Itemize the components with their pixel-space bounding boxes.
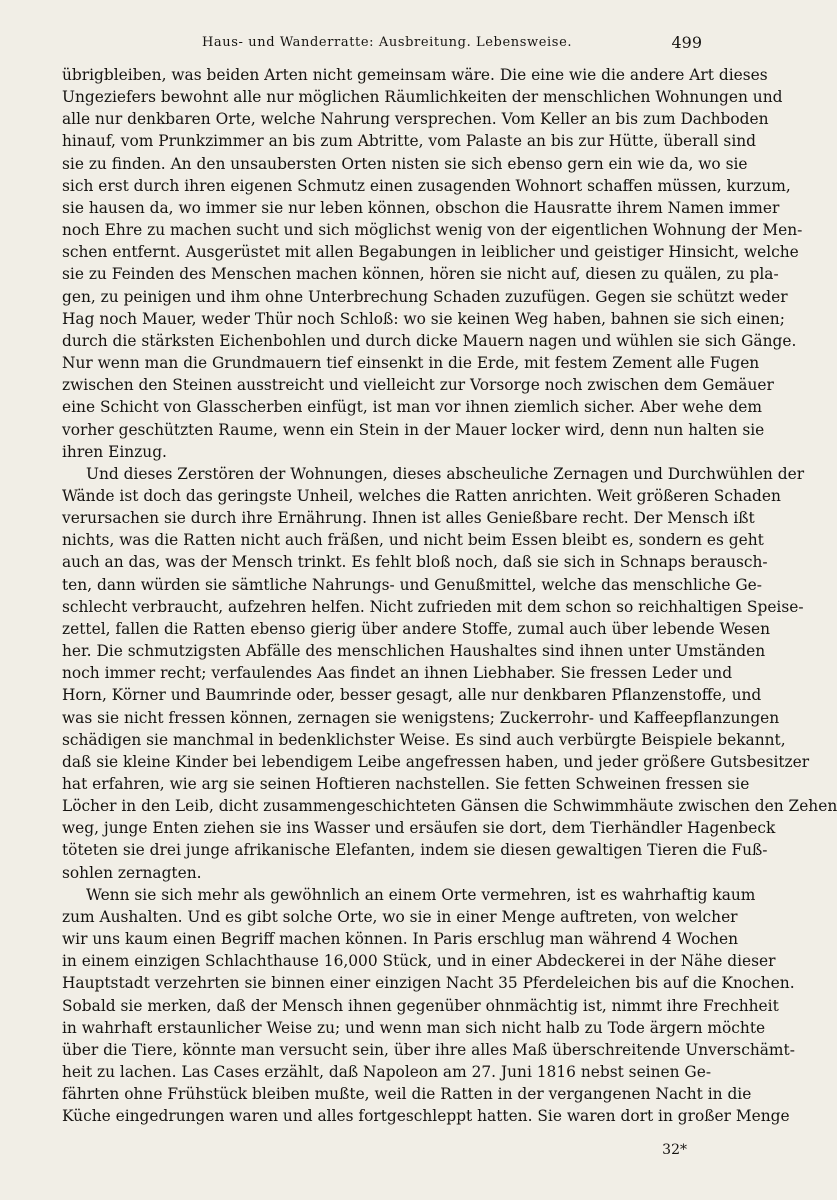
signature-mark: 32* <box>662 1142 687 1158</box>
running-title: Haus- und Wanderratte: Ausbreitung. Lebensweise. <box>202 35 573 50</box>
text-line: noch Ehre zu machen sucht und sich möglichst wenig von der eigentlichen Wohnung der Men- <box>62 221 803 240</box>
text-line: her. Die schmutzigsten Abfälle des menschlichen Haushaltes sind ihnen unter Umständen <box>62 642 766 661</box>
text-line: Und dieses Zerstören der Wohnungen, dieses abscheuliche Zernagen und Durchwühlen der <box>86 464 805 483</box>
text-line: Wenn sie sich mehr als gewöhnlich an einem Orte vermehren, ist es wahrhaftig kaum <box>86 885 756 904</box>
text-line: weg, junge Enten ziehen sie ins Wasser und ersäufen sie dort, dem Tierhändler Hagenbeck <box>62 819 776 838</box>
text-line: hinauf, vom Prunkzimmer an bis zum Abtritte, vom Palaste an bis zur Hütte, überall sind <box>62 132 757 151</box>
page-number: 499 <box>671 33 702 52</box>
text-line: übrigbleiben, was beiden Arten nicht gemeinsam wäre. Die eine wie die andere Art dieses <box>62 66 768 84</box>
text-line: nichts, was die Ratten nicht auch fräßen, und nicht beim Essen bleibt es, sondern es geht <box>62 531 764 550</box>
text-line: Sobald sie merken, daß der Mensch ihnen gegenüber ohnmächtig ist, nimmt ihre Frechheit <box>62 996 779 1015</box>
text-line: sie zu Feinden des Menschen machen können, hören sie nicht auf, diesen zu quälen, zu pla- <box>62 265 779 284</box>
text-line: ten, dann würden sie sämtliche Nahrungs- und Genußmittel, welche das menschliche Ge- <box>62 575 762 594</box>
text-line: sie hausen da, wo immer sie nur leben können, obschon die Hausratte ihrem Namen immer <box>62 198 780 217</box>
text-line: schen entfernt. Ausgerüstet mit allen Begabungen in leiblicher und geistiger Hinsicht, welche <box>62 243 799 262</box>
text-line: was sie nicht fressen können, zernagen sie wenigstens; Zuckerrohr- und Kaffeepflanzungen <box>62 708 780 727</box>
text-line: zettel, fallen die Ratten ebenso gierig über andere Stoffe, zumal auch über lebende Wesen <box>62 619 771 638</box>
text-line: daß sie kleine Kinder bei lebendigem Leibe angefressen haben, und jeder größere Gutsbesitzer <box>62 752 810 771</box>
text-line: durch die stärksten Eichenbohlen und durch dicke Mauern nagen und wühlen sie sich Gänge. <box>62 331 797 350</box>
text-line: ihren Einzug. <box>62 442 167 461</box>
text-line: Hag noch Mauer, weder Thür noch Schloß: wo sie keinen Weg haben, bahnen sie sich einen; <box>62 309 785 328</box>
text-line: zum Aushalten. Und es gibt solche Orte, wo sie in einer Menge auftreten, von welcher <box>62 907 738 926</box>
text-line: schädigen sie manchmal in bedenklichster Weise. Es sind auch verbürgte Beispiele bekannt, <box>62 730 786 749</box>
text-line: töteten sie drei junge afrikanische Elefanten, indem sie diesen gewaltigen Tieren die Fuß- <box>62 841 768 860</box>
text-line: vorher geschützten Raume, wenn ein Stein in der Mauer locker wird, denn nun halten sie <box>62 420 765 439</box>
page-header <box>62 33 702 57</box>
text-line: in wahrhaft erstaunlicher Weise zu; und wenn man sich nicht halb zu Tode ärgern möchte <box>62 1018 766 1037</box>
text-line: Löcher in den Leib, dicht zusammengeschichteten Gänsen die Schwimmhäute zwischen den Zehen <box>62 797 837 816</box>
text-line: heit zu lachen. Las Cases erzählt, daß Napoleon am 27. Juni 1816 nebst seinen Ge- <box>62 1063 712 1082</box>
body-text <box>62 64 837 1128</box>
text-line: sich erst durch ihren eigenen Schmutz einen zusagenden Wohnort schaffen müssen, kurzum, <box>62 176 791 195</box>
text-line: in einem einzigen Schlachthause 16,000 Stück, und in einer Abdeckerei in der Nähe dieser <box>62 952 776 971</box>
text-line: alle nur denkbaren Orte, welche Nahrung versprechen. Vom Keller an bis zum Dachboden <box>62 110 769 129</box>
text-line: Nur wenn man die Grundmauern tief einsenkt in die Erde, mit festem Zement alle Fugen <box>62 354 760 373</box>
text-line: wir uns kaum einen Begriff machen können. In Paris erschlug man während 4 Wochen <box>62 930 739 949</box>
text-line: gen, zu peinigen und ihm ohne Unterbrechung Schaden zuzufügen. Gegen sie schützt weder <box>62 287 788 306</box>
text-line: auch an das, was der Mensch trinkt. Es fehlt bloß noch, daß sie sich in Schnaps berausch- <box>62 553 768 572</box>
text-line: eine Schicht von Glasscherben einfügt, ist man vor ihnen ziemlich sicher. Aber wehe dem <box>62 398 762 417</box>
text-line: Wände ist doch das geringste Unheil, welches die Ratten anrichten. Weit größeren Schaden <box>62 486 781 505</box>
text-line: fährten ohne Frühstück bleiben mußte, weil die Ratten in der vergangenen Nacht in die <box>62 1085 752 1104</box>
text-line: zwischen den Steinen ausstreicht und vielleicht zur Vorsorge noch zwischen dem Gemäuer <box>62 376 774 395</box>
text-line: schlecht verbraucht, aufzehren helfen. Nicht zufrieden mit dem schon so reichhaltigen Speise- <box>62 597 804 616</box>
text-line: hat erfahren, wie arg sie seinen Hoftieren nachstellen. Sie fetten Schweinen fressen sie <box>62 775 750 793</box>
text-line: Küche eingedrungen waren und alles fortgeschleppt hatten. Sie waren dort in großer Menge <box>62 1107 790 1126</box>
text-line: über die Tiere, könnte man versucht sein, über ihre alles Maß überschreitende Unverschämt- <box>62 1040 795 1059</box>
text-line: noch immer recht; verfaulendes Aas findet an ihnen Liebhaber. Sie fressen Leder und <box>62 664 733 683</box>
text-line: sohlen zernagten. <box>62 863 202 882</box>
text-line: Horn, Körner und Baumrinde oder, besser gesagt, alle nur denkbaren Pflanzenstoffe, und <box>62 686 762 705</box>
text-line: Ungeziefers bewohnt alle nur möglichen Räumlichkeiten der menschlichen Wohnungen und <box>62 88 783 107</box>
text-line: sie zu finden. An den unsaubersten Orten nisten sie sich ebenso gern ein wie da, wo sie <box>62 154 748 173</box>
text-line: verursachen sie durch ihre Ernährung. Ihnen ist alles Genießbare recht. Der Mensch ißt <box>62 509 755 528</box>
text-line: Hauptstadt verzehrten sie binnen einer einzigen Nacht 35 Pferdeleichen bis auf die Knochen. <box>62 974 795 993</box>
